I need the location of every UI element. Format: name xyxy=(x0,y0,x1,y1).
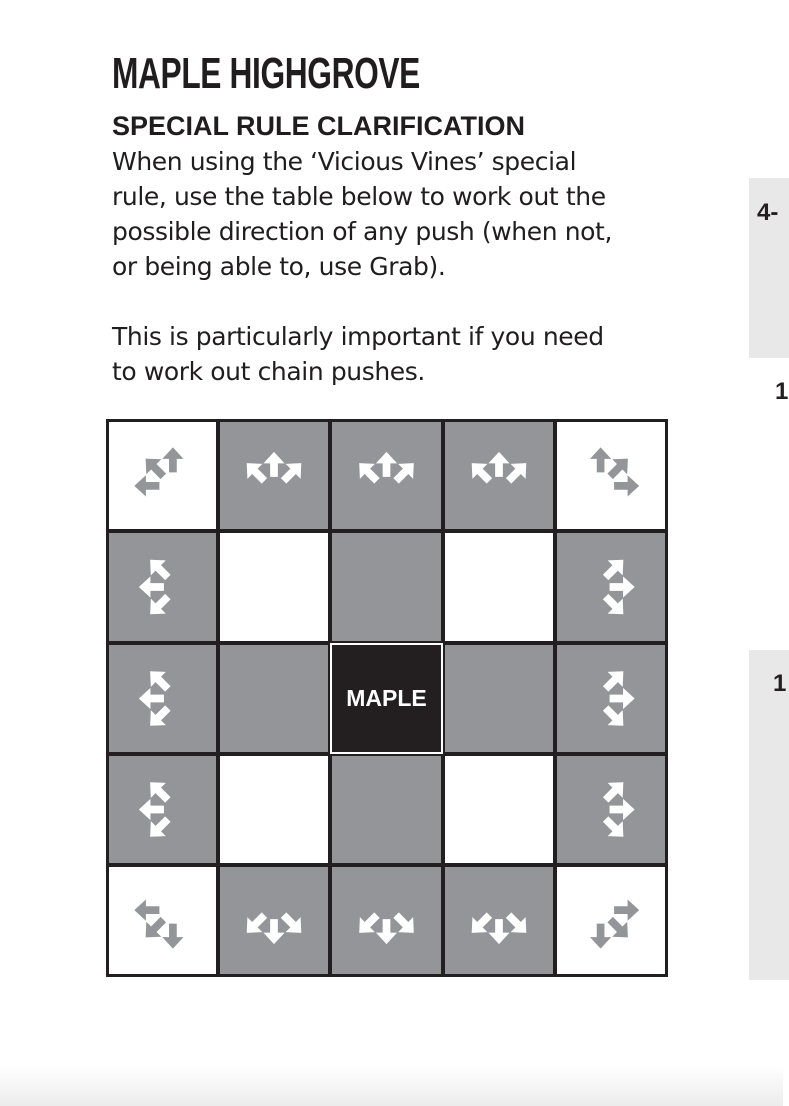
maple-label: MAPLE xyxy=(346,685,427,711)
grid-cell xyxy=(443,531,555,643)
grid-cell xyxy=(218,419,330,531)
arrow-down-icon xyxy=(590,924,611,949)
grid-cell xyxy=(443,419,555,531)
grid-cell xyxy=(106,754,218,865)
adjacent-page-text: 1 xyxy=(773,670,787,697)
push-arrows xyxy=(220,421,328,529)
arrow-left-icon xyxy=(139,688,164,709)
arrow-left-icon xyxy=(139,799,164,820)
page-shadow xyxy=(0,1066,783,1106)
maple-cell xyxy=(330,643,443,754)
grid-cell xyxy=(443,865,555,977)
arrow-up-icon xyxy=(162,447,183,472)
arrow-down-icon xyxy=(263,919,284,944)
grid-cell xyxy=(330,531,443,643)
arrow-down-icon xyxy=(162,924,183,949)
push-arrows xyxy=(332,867,441,975)
note-paragraph xyxy=(112,319,712,389)
arrow-right-icon xyxy=(614,899,639,920)
arrow-left-icon xyxy=(134,475,159,496)
grid-cell xyxy=(218,754,330,865)
grid-cell xyxy=(330,754,443,865)
paragraph-line: possible direction of any push (when not, xyxy=(112,217,612,246)
paragraph-line: rule, use the table below to work out the xyxy=(112,182,606,211)
grid-cell xyxy=(555,865,668,977)
push-arrows xyxy=(220,867,328,975)
grid-cell xyxy=(443,643,555,754)
grid-cell xyxy=(555,419,668,531)
push-arrows xyxy=(445,867,553,975)
grid-cell xyxy=(555,754,668,865)
arrow-up-icon xyxy=(376,452,397,477)
page-title: MAPLE HIGHGROVE xyxy=(112,49,420,98)
adjacent-page-text: 1 xyxy=(775,378,789,405)
arrow-right-icon xyxy=(610,688,635,709)
grid-cell xyxy=(555,531,668,643)
push-arrows xyxy=(332,421,441,529)
paragraph-line: When using the ‘Vicious Vines’ special xyxy=(112,147,577,176)
grid-cell xyxy=(106,865,218,977)
push-arrows xyxy=(108,867,216,975)
grid-cell xyxy=(218,865,330,977)
arrow-down-icon xyxy=(376,919,397,944)
grid-cell xyxy=(106,419,218,531)
rule-paragraph xyxy=(112,144,712,284)
arrow-right-icon xyxy=(610,576,635,597)
grid-cell xyxy=(330,419,443,531)
arrow-right-icon xyxy=(610,799,635,820)
push-arrows xyxy=(557,645,666,752)
arrow-up-icon xyxy=(590,447,611,472)
push-arrows xyxy=(557,756,666,863)
grid-cell xyxy=(218,531,330,643)
paragraph-line: to work out chain pushes. xyxy=(112,357,425,386)
arrow-right-icon xyxy=(614,475,639,496)
grid-cell xyxy=(555,643,668,754)
push-arrows xyxy=(557,533,666,641)
arrow-left-icon xyxy=(139,576,164,597)
adjacent-page-text: 4- xyxy=(757,199,779,226)
grid-cell xyxy=(443,754,555,865)
push-arrows xyxy=(108,645,216,752)
push-arrows xyxy=(108,421,216,529)
arrow-down-icon xyxy=(488,919,509,944)
push-arrows xyxy=(108,533,216,641)
paragraph-line: or being able to, use Grab). xyxy=(112,252,446,281)
push-direction-grid xyxy=(106,419,668,977)
arrow-up-icon xyxy=(263,452,284,477)
grid-cell xyxy=(106,531,218,643)
push-arrows xyxy=(557,867,666,975)
grid-cell xyxy=(330,865,443,977)
arrow-left-icon xyxy=(134,899,159,920)
push-arrows xyxy=(445,421,553,529)
section-subtitle: SPECIAL RULE CLARIFICATION xyxy=(112,111,526,141)
grid-cell xyxy=(106,643,218,754)
grid-cell xyxy=(218,643,330,754)
paragraph-line: This is particularly important if you need xyxy=(112,322,604,351)
adjacent-page-panel xyxy=(749,650,789,980)
arrow-up-icon xyxy=(488,452,509,477)
push-arrows xyxy=(557,421,666,529)
push-arrows xyxy=(108,756,216,863)
